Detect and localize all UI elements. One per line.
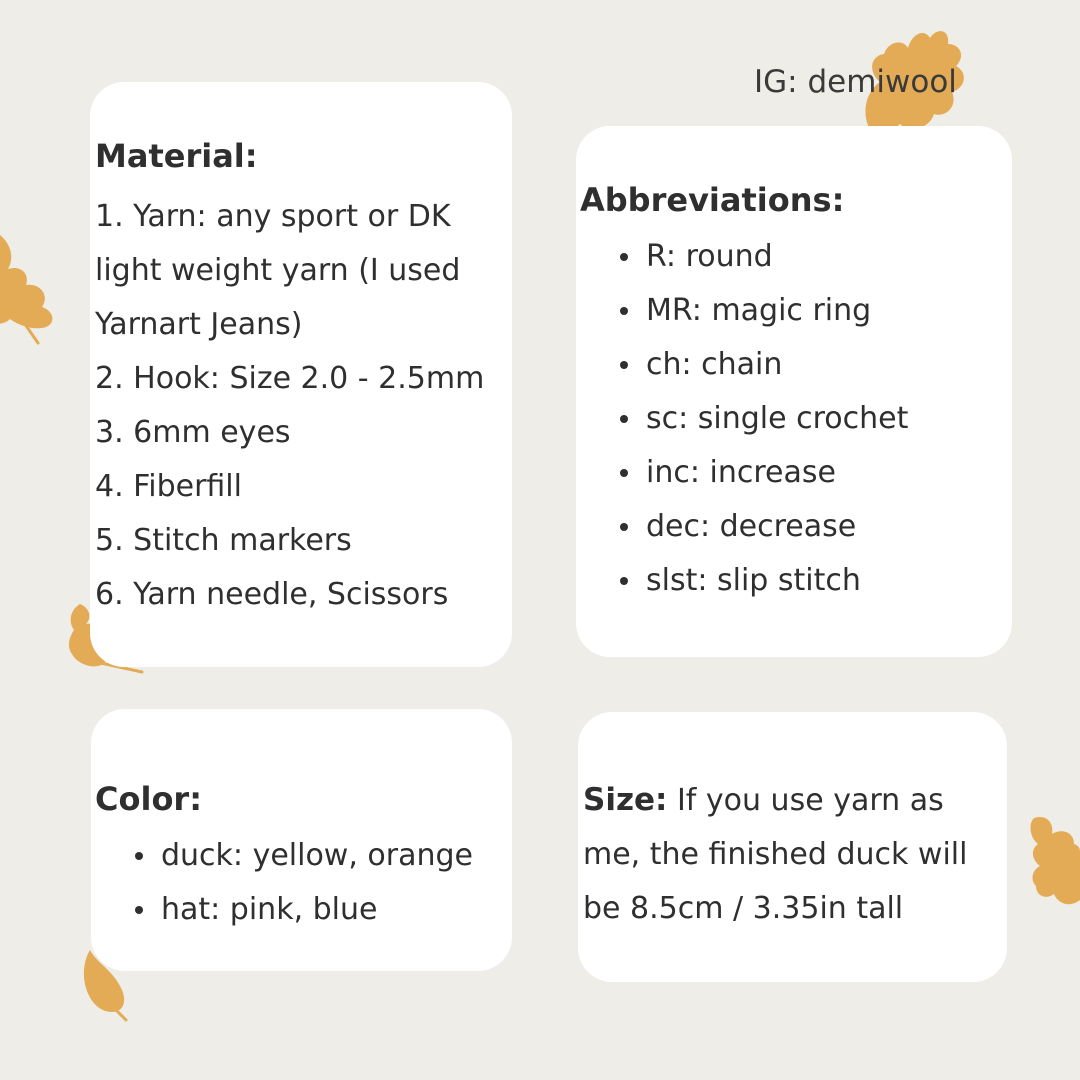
list-item: MR: magic ring [620,284,1012,338]
abbreviations-title: Abbreviations: [580,181,845,219]
bullet-icon [620,523,628,531]
list-item: duck: yellow, orange [135,829,512,883]
material-list [95,190,512,622]
material-line: light weight yarn (I used [95,253,461,288]
bullet-icon [620,469,628,477]
material-line: Yarnart Jeans) [95,307,303,342]
material-line: 1. Yarn: any sport or DK [95,199,451,234]
abbreviations-card [576,126,1012,657]
bullet-icon [620,577,628,585]
size-text: be 8.5cm / 3.35in tall [583,891,904,926]
size-title: Size: [583,782,668,818]
oak-leaf-icon [1030,808,1080,918]
list-item: hat: pink, blue [135,883,512,937]
color-title: Color: [95,780,202,818]
color-card [91,709,512,971]
material-line: 2. Hook: Size 2.0 - 2.5mm [95,361,485,396]
list-item: ch: chain [620,338,1012,392]
list-item: slst: slip stitch [620,554,1012,608]
bullet-icon [620,307,628,315]
material-line: 3. 6mm eyes [95,415,291,450]
list-item: sc: single crochet [620,392,1012,446]
bullet-icon [135,852,143,860]
bullet-icon [135,906,143,914]
bullet-icon [620,253,628,261]
bullet-icon [620,361,628,369]
abbreviations-list [620,230,1012,608]
material-card [90,82,512,667]
oak-leaf-icon [0,225,70,345]
material-title: Material: [95,137,258,175]
size-text: Size: If you use yarn as [583,782,944,818]
bullet-icon [620,415,628,423]
color-list [135,829,512,937]
list-item: dec: decrease [620,500,1012,554]
material-line: 4. Fiberfill [95,469,242,504]
list-item: inc: increase [620,446,1012,500]
instagram-handle: IG: demiwool [754,64,957,100]
material-line: 5. Stitch markers [95,523,352,558]
size-text: me, the finished duck will [583,837,968,872]
size-card [578,712,1007,982]
list-item: R: round [620,230,1012,284]
material-line: 6. Yarn needle, Scissors [95,577,449,612]
